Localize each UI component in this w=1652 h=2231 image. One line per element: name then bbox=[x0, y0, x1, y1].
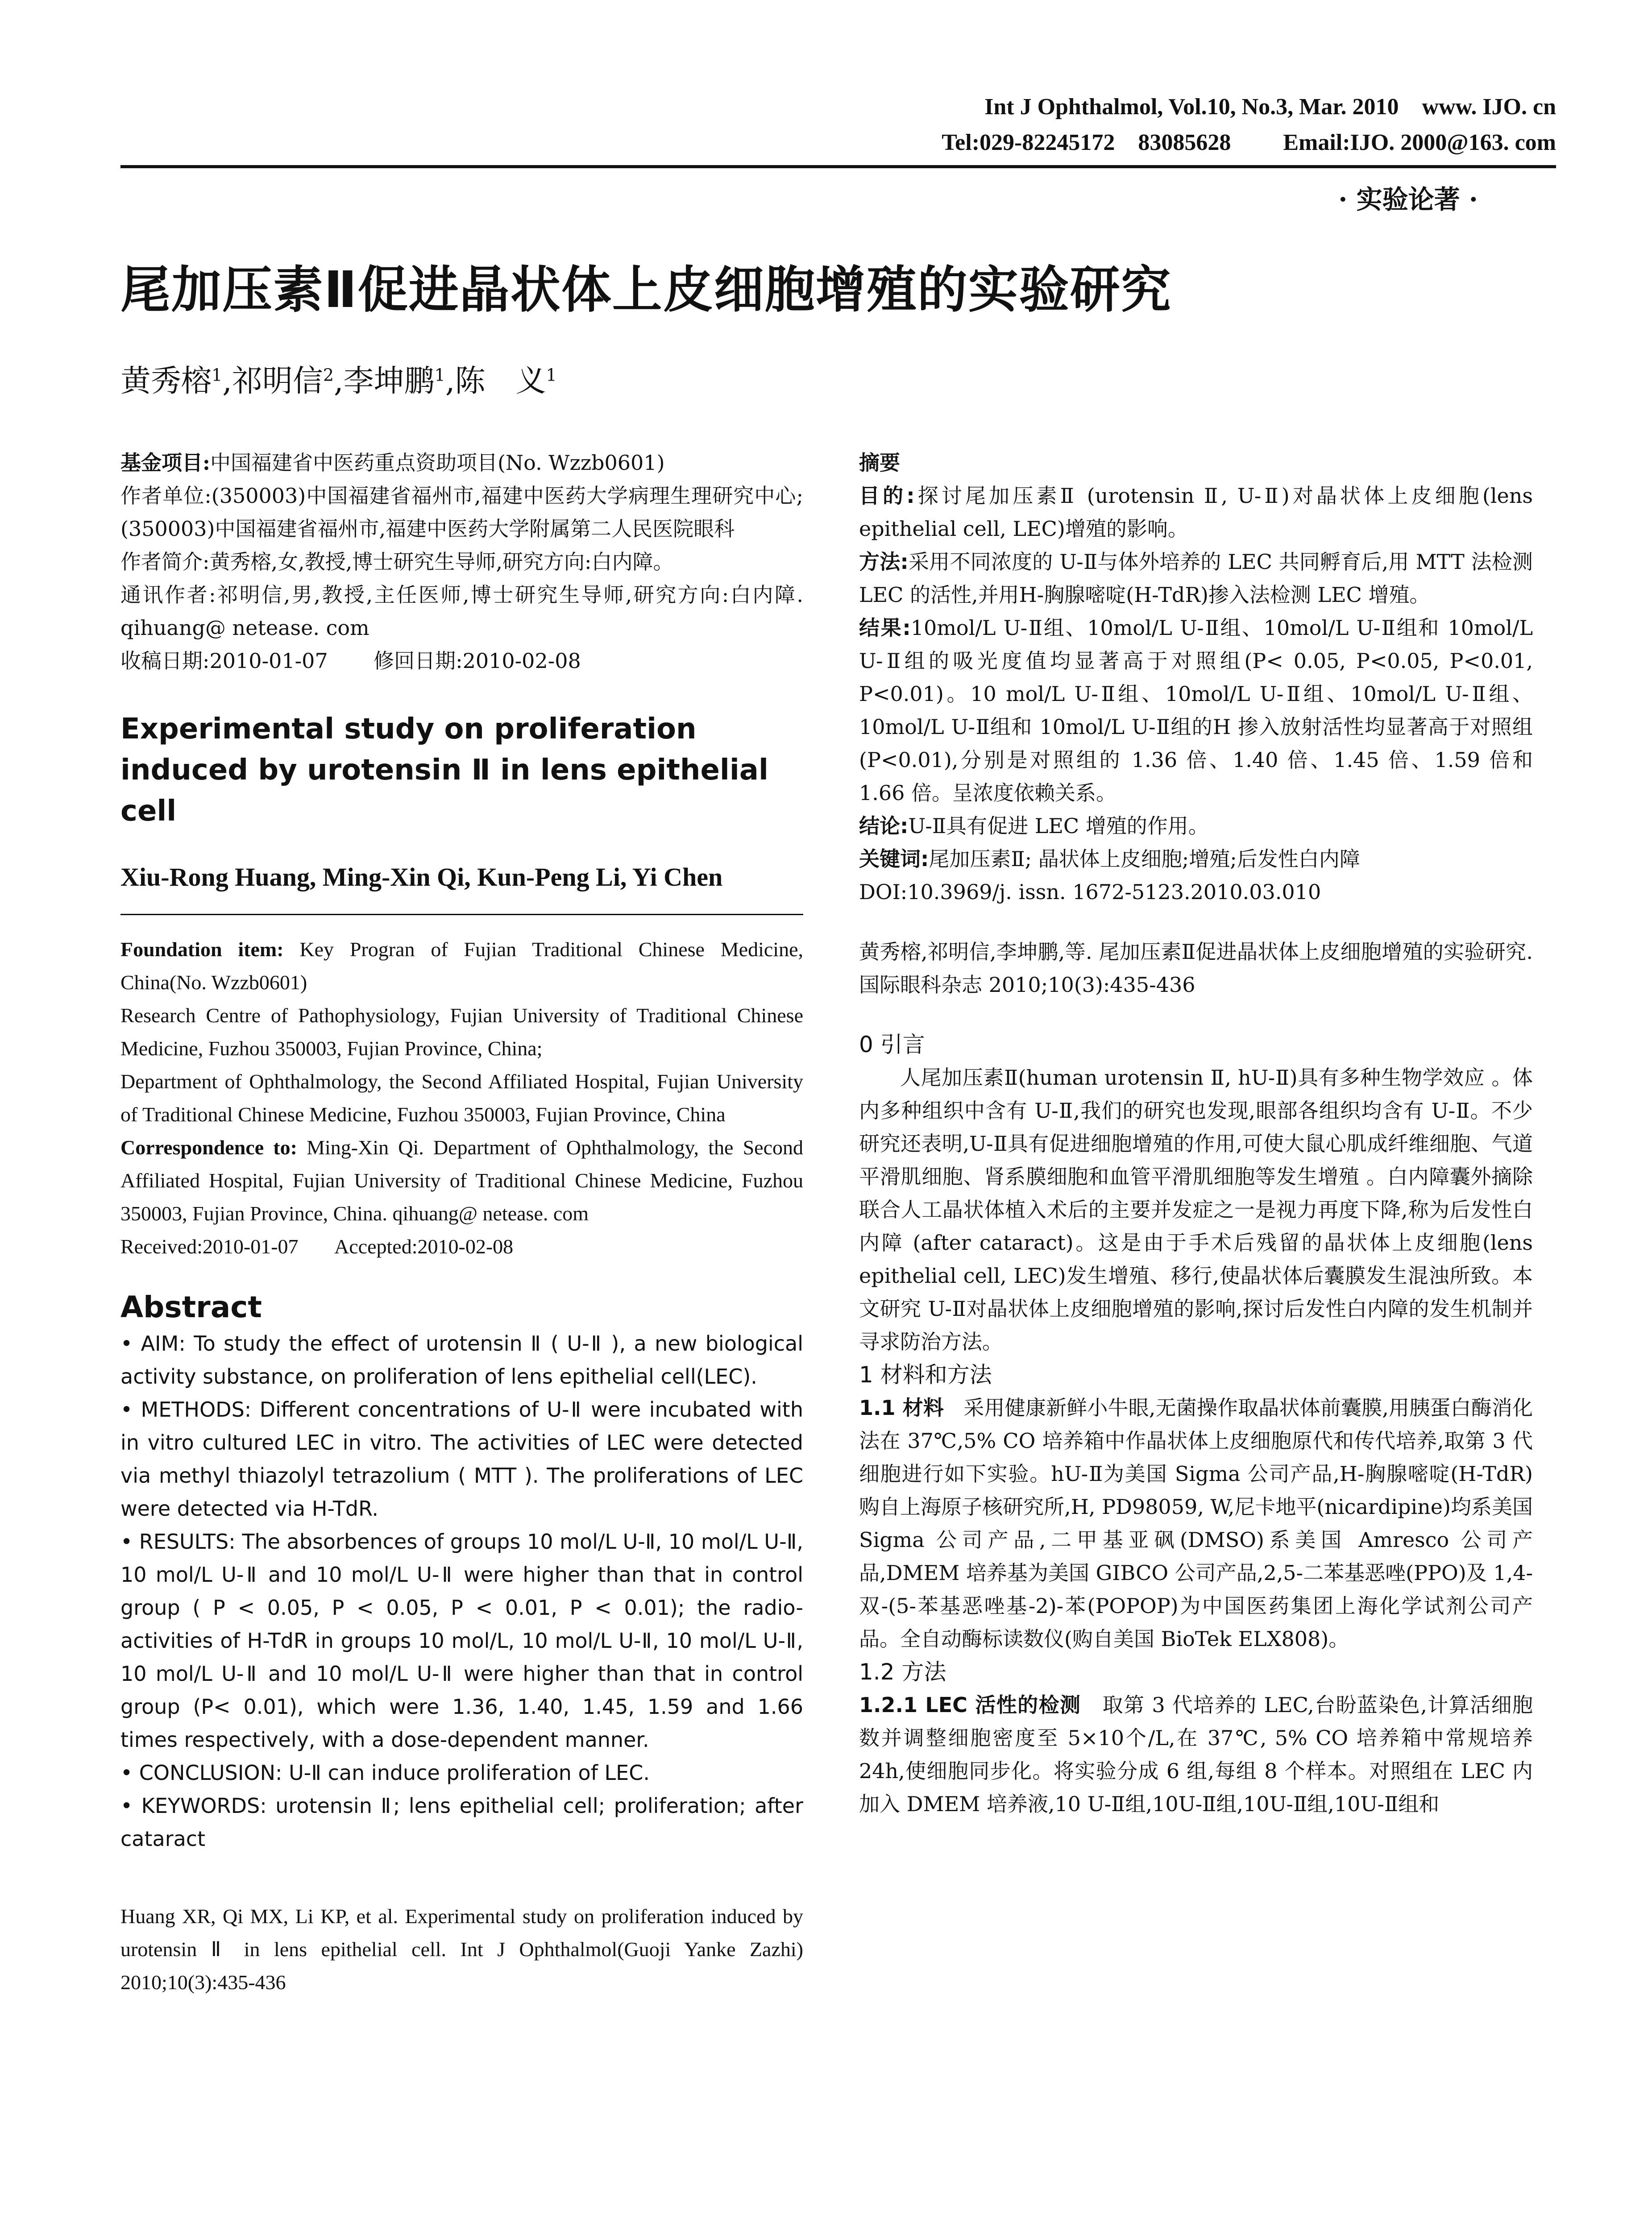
aim-text: To study the effect of urotensin Ⅱ ( U-Ⅱ ), a new biological activity substance, on proliferation of lens epithelial cell(LEC). bbox=[120, 1331, 804, 1389]
affiliation-label: 作者单位: bbox=[120, 484, 212, 508]
abstract-cn-keywords bbox=[859, 842, 1533, 875]
author-affil: 1 bbox=[212, 365, 223, 385]
materials-text: 采用健康新鲜小牛眼,无菌操作取晶状体前囊膜,用胰蛋白酶消化法在 37℃,5% CO 培养箱中作晶状体上皮细胞原代和传代培养,取第 3 代细胞进行如下实验。hU-Ⅱ为美国 Sigma 公司产品,H-胸腺嘧啶(H-TdR)购自上海原子核研究所,H, PD98059, W,尼卡地平(nicardipine)均系美国 Sigma 公司产品,二甲基亚砜(DMSO)系美国 Amresco 公司产品,DMEM 培养基为美国 GIBCO 公司产品,2,5-二苯基恶唑(PPO)及 1,4-双-(5-苯基恶唑基-2)-苯(POPOP)为中国医药集团上海化学试剂公司产品。全自动酶标读数仪(购自美国 BioTek ELX808)。 bbox=[859, 1396, 1533, 1651]
author-sep: , bbox=[334, 364, 344, 399]
section-tag: · 实验论著 · bbox=[1338, 184, 1478, 215]
foundation-cn bbox=[120, 446, 803, 479]
lec-text: 取第 3 代培养的 LEC,台盼蓝染色,计算活细胞数并调整细胞密度至 5×10个/L,在 37℃, 5% CO 培养箱中常规培养 24h,使细胞同步化。将实验分成 6 组,每组 8 个样本。对照组在 LEC 内加入 DMEM 培养液,10 U-Ⅱ组,10U-Ⅱ组,10U-Ⅱ组,10U-Ⅱ组和 bbox=[859, 1693, 1533, 1816]
author-name: 李坤鹏 bbox=[343, 364, 435, 399]
keywords-label: • KEYWORDS: bbox=[120, 1794, 267, 1818]
english-title: Experimental study on proliferation induced by urotensin Ⅱ in lens epithelial cell bbox=[120, 713, 768, 828]
dates-cn bbox=[120, 644, 803, 677]
conclusion-label: • CONCLUSION: bbox=[120, 1761, 282, 1785]
accepted-en: Accepted:2010-02-08 bbox=[334, 1235, 514, 1258]
keywords-text: urotensin Ⅱ; lens epithelial cell; proliferation; after cataract bbox=[120, 1794, 803, 1851]
intro-heading: 0 引言 bbox=[859, 1032, 925, 1057]
methods-text: Different concentrations of U-Ⅱ were incubated with in vitro cultured LEC in vitro. The activities of LEC were detected via methyl thiazolyl tetrazolium ( MTT ). The proliferations of LEC were detected via H-TdR. bbox=[120, 1397, 803, 1521]
author-name: 祁明信 bbox=[232, 364, 323, 399]
author-affil: 1 bbox=[434, 365, 445, 385]
keywords-cn-label: 关键词: bbox=[859, 847, 929, 871]
affiliation-en-1: Research Centre of Pathophysiology, Fujian University of Traditional Chinese Medicine, Fuzhou 350003, Fujian Province, China; bbox=[120, 1004, 803, 1060]
methods-heading: 1 材料和方法 bbox=[859, 1362, 992, 1388]
author-affil: 1 bbox=[546, 365, 557, 385]
methods-label: • METHODS: bbox=[120, 1397, 252, 1422]
doi: DOI:10.3969/j. issn. 1672-5123.2010.03.010 bbox=[859, 880, 1321, 904]
results-cn-label: 结果: bbox=[859, 616, 911, 640]
materials-paragraph bbox=[859, 1391, 1533, 1655]
author-sep: , bbox=[222, 364, 232, 399]
foundation-en-label: Foundation item: bbox=[120, 938, 284, 961]
author-name: 陈 义 bbox=[455, 364, 546, 399]
english-authors: Xiu-Rong Huang, Ming-Xin Qi, Kun-Peng Li, Yi Chen bbox=[120, 863, 723, 892]
abstract-conclusion bbox=[120, 1756, 803, 1789]
results-cn-text: 10mol/L U-Ⅱ组、10mol/L U-Ⅱ组、10mol/L U-Ⅱ组和 10mol/L U-Ⅱ组的吸光度值均显著高于对照组(P< 0.05, P<0.05, P<0.01, P<0.01)。10 mol/L U-Ⅱ组、10mol/L U-Ⅱ组、10mol/L U-Ⅱ组、10mol/L U-Ⅱ组和 10mol/L U-Ⅱ组的H 掺入放射活性均显著高于对照组(P<0.01),分别是对照组的 1.36 倍、1.40 倍、1.45 倍、1.59 倍和 1.66 倍。呈浓度依赖关系。 bbox=[859, 616, 1533, 805]
affiliation-cn bbox=[120, 479, 803, 545]
abstract-cn-aim bbox=[859, 479, 1533, 545]
dates-en bbox=[120, 1230, 803, 1263]
aim-label: • AIM: bbox=[120, 1331, 186, 1356]
author-bio-cn: 作者简介:黄秀榕,女,教授,博士研究生导师,研究方向:白内障。 bbox=[120, 550, 674, 574]
right-column bbox=[859, 446, 1533, 1820]
received-date: 收稿日期:2010-01-07 bbox=[120, 649, 328, 673]
citation-cn: 黄秀榕,祁明信,李坤鹏,等. 尾加压素Ⅱ促进晶状体上皮细胞增殖的实验研究. 国际眼科杂志 2010;10(3):435-436 bbox=[859, 940, 1533, 997]
aim-cn-text: 探讨尾加压素Ⅱ (urotensin Ⅱ, U-Ⅱ)对晶状体上皮细胞(lens epithelial cell, LEC)增殖的影响。 bbox=[859, 484, 1533, 541]
abstract-cn-methods bbox=[859, 545, 1533, 611]
materials-label: 1.1 材料 bbox=[859, 1396, 944, 1420]
author-name: 黄秀榕 bbox=[120, 364, 212, 399]
aim-cn-label: 目的: bbox=[859, 484, 915, 508]
abstract-heading: Abstract bbox=[120, 1290, 262, 1324]
abstract-aim bbox=[120, 1327, 803, 1393]
foundation-text: 中国福建省中医药重点资助项目(No. Wzzb0601) bbox=[210, 451, 665, 475]
foundation-en bbox=[120, 933, 803, 999]
keywords-cn-text: 尾加压素Ⅱ; 晶状体上皮细胞;增殖;后发性白内障 bbox=[929, 847, 1360, 871]
method-subheading: 1.2 方法 bbox=[859, 1659, 946, 1685]
received-en: Received:2010-01-07 bbox=[120, 1235, 299, 1258]
citation-en: Huang XR, Qi MX, Li KP, et al. Experimental study on proliferation induced by urotensin Ⅱ in lens epithelial cell. Int J Ophthalmol(Guoji Yanke Zazhi) 2010;10(3):435-436 bbox=[120, 1905, 803, 1994]
abstract-cn-results bbox=[859, 611, 1533, 809]
left-column bbox=[120, 446, 803, 1999]
journal-header-line1: Int J Ophthalmol, Vol.10, No.3, Mar. 2010 www. IJO. cn bbox=[984, 94, 1556, 120]
lec-activity-paragraph bbox=[859, 1688, 1533, 1820]
abstract-cn-conclusion bbox=[859, 809, 1533, 842]
authors-cn bbox=[120, 357, 557, 400]
paper-title: 尾加压素Ⅱ促进晶状体上皮细胞增殖的实验研究 bbox=[120, 261, 1172, 319]
abstract-cn-heading: 摘要 bbox=[859, 451, 900, 475]
header-rule bbox=[120, 165, 1556, 168]
abstract-methods bbox=[120, 1393, 803, 1525]
correspondence-cn: 通讯作者:祁明信,男,教授,主任医师,博士研究生导师,研究方向:白内障. qihuang@ netease. com bbox=[120, 583, 803, 640]
abstract-results bbox=[120, 1525, 803, 1756]
results-label: • RESULTS: bbox=[120, 1530, 236, 1554]
conclusion-text: U-Ⅱ can induce proliferation of LEC. bbox=[282, 1761, 650, 1785]
affiliation-en-2: Department of Ophthalmology, the Second Affiliated Hospital, Fujian University of Traditional Chinese Medicine, Fuzhou 350003, Fujian Province, China bbox=[120, 1070, 803, 1126]
foundation-label: 基金项目: bbox=[120, 451, 210, 475]
results-text: The absorbences of groups 10 mol/L U-Ⅱ, 10 mol/L U-Ⅱ, 10 mol/L U-Ⅱ and 10 mol/L U-Ⅱ were higher than that in control group ( P < 0.05, P < 0.05, P < 0.01, P < 0.01); the radio-activities of H-TdR in groups 10 mol/L, 10 mol/L U-Ⅱ, 10 mol/L U-Ⅱ, 10 mol/L U-Ⅱ and 10 mol/L U-Ⅱ were higher than that in control group (P< 0.01), which were 1.36, 1.40, 1.45, 1.59 and 1.66 times respectively, with a dose-dependent manner. bbox=[120, 1530, 803, 1752]
methods-cn-text: 采用不同浓度的 U-Ⅱ与体外培养的 LEC 共同孵育后,用 MTT 法检测 LEC 的活性,并用H-胸腺嘧啶(H-TdR)掺入法检测 LEC 增殖。 bbox=[859, 550, 1533, 607]
conclusion-cn-text: U-Ⅱ具有促进 LEC 增殖的作用。 bbox=[908, 814, 1209, 838]
affiliation-text: (350003)中国福建省福州市,福建中医药大学病理生理研究中心;(350003)中国福建省福州市,福建中医药大学附属第二人民医院眼科 bbox=[120, 484, 803, 541]
author-sep: , bbox=[445, 364, 455, 399]
abstract-keywords bbox=[120, 1789, 803, 1855]
journal-header-line2: Tel:029-82245172 83085628 Email:IJO. 2000@163. com bbox=[942, 130, 1556, 155]
foundation-en-text: Key Progran of Fujian Traditional Chinese Medicine, China(No. Wzzb0601) bbox=[120, 938, 803, 994]
correspondence-en-text: Ming-Xin Qi. Department of Ophthalmology, the Second Affiliated Hospital, Fujian University of Traditional Chinese Medicine, Fuzhou 350003, Fujian Province, China. qihuang@ netease. com bbox=[120, 1136, 803, 1225]
revised-date: 修回日期:2010-02-08 bbox=[374, 649, 581, 673]
correspondence-en-label: Correspondence to: bbox=[120, 1136, 297, 1159]
intro-paragraph: 人尾加压素Ⅱ(human urotensin Ⅱ, hU-Ⅱ)具有多种生物学效应 。体内多种组织中含有 U-Ⅱ,我们的研究也发现,眼部各组织均含有 U-Ⅱ。不少研究还表明,U-Ⅱ具有促进细胞增殖的作用,可使大鼠心肌成纤维细胞、气道平滑肌细胞、肾系膜细胞和血管平滑肌细胞等发生增殖 。白内障囊外摘除联合人工晶状体植入术后的主要并发症之一是视力再度下降,称为后发性白内障 (after cataract)。这是由于手术后残留的晶状体上皮细胞(lens epithelial cell, LEC)发生增殖、移行,使晶状体后囊膜发生混浊所致。本文研究 U-Ⅱ对晶状体上皮细胞增殖的影响,探讨后发性白内障的发生机制并寻求防治方法。 bbox=[859, 1066, 1533, 1354]
conclusion-cn-label: 结论: bbox=[859, 814, 909, 838]
correspondence-en bbox=[120, 1131, 803, 1230]
methods-cn-label: 方法: bbox=[859, 550, 909, 574]
author-affil: 2 bbox=[323, 365, 334, 385]
lec-label: 1.2.1 LEC 活性的检测 bbox=[859, 1693, 1081, 1717]
